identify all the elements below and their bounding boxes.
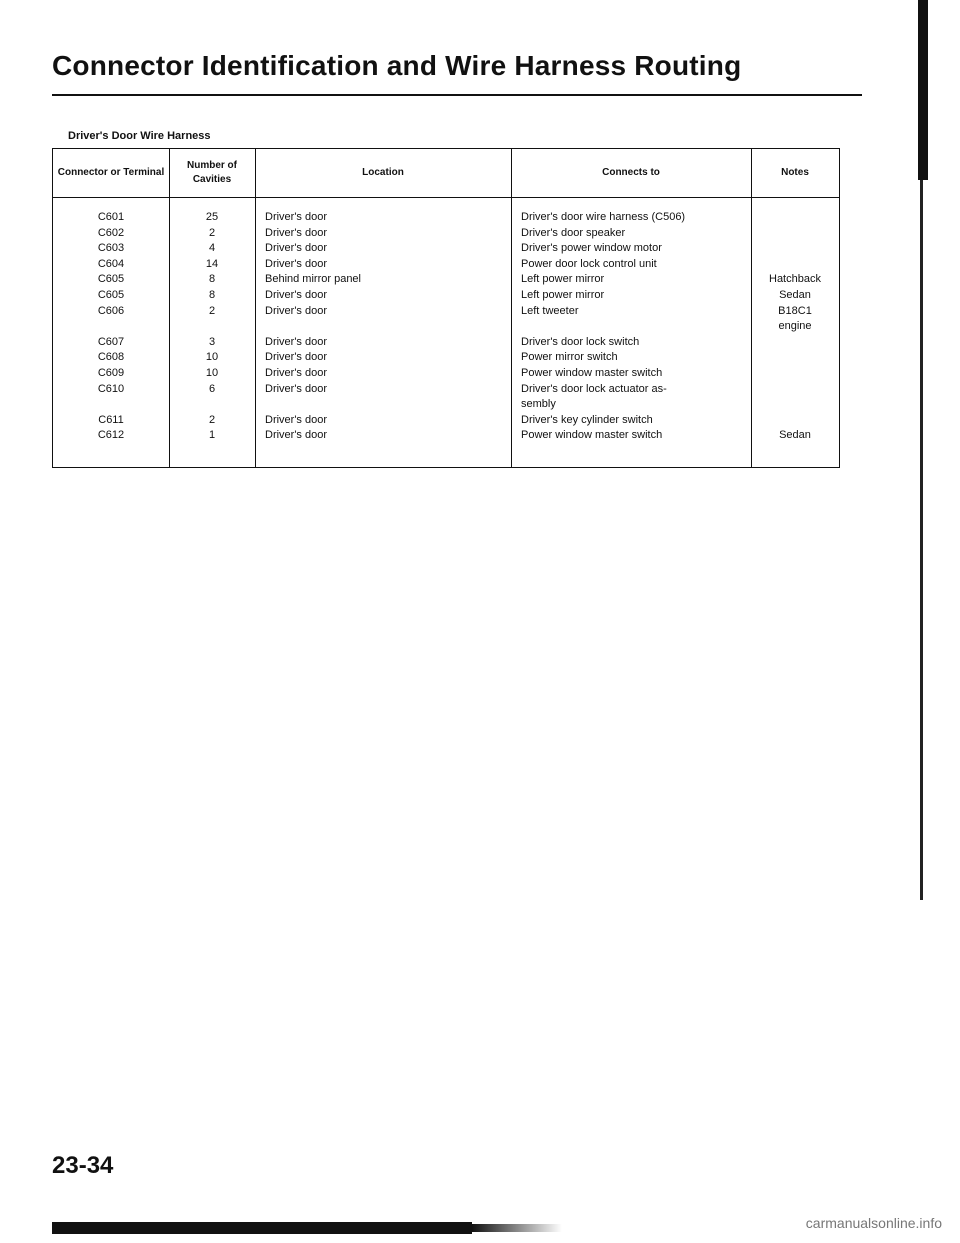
column-connector: [53, 210, 169, 444]
table-cell: Driver's door: [265, 335, 328, 348]
header-notes: Notes: [781, 167, 809, 178]
table-cell: 2: [208, 304, 216, 317]
table-cell: 14: [205, 257, 219, 270]
table-cell: Driver's door: [265, 304, 328, 317]
table-cell: C612: [97, 429, 125, 442]
table-cell: Driver's door lock actuator as-: [521, 382, 667, 395]
header-connects-to: Connects to: [602, 167, 660, 178]
header-location: Location: [362, 167, 404, 178]
table-cell: C607: [97, 335, 125, 348]
table-cell: Driver's door lock switch: [521, 335, 640, 348]
table-cell: [751, 397, 839, 413]
table-cell: Driver's door: [265, 366, 328, 379]
table-cell: 6: [208, 382, 216, 395]
table-cell: C602: [97, 226, 125, 239]
table-cell: 25: [205, 211, 219, 223]
table-cell: Sedan: [779, 429, 811, 442]
table-cell: C606: [97, 304, 125, 317]
watermark: carmanualsonline.info: [805, 1215, 942, 1231]
table-cell: [169, 319, 255, 335]
table-cell: C601: [97, 211, 125, 223]
table-cell: engine: [778, 320, 812, 333]
column-notes: [751, 210, 839, 444]
table-cell: 2: [208, 413, 216, 426]
column-connects-to: [521, 210, 749, 444]
table-cell: sembly: [521, 398, 556, 411]
table-cell: B18C1: [778, 304, 812, 317]
table-cell: C605: [97, 273, 125, 286]
table-cell: [53, 319, 169, 335]
table-cell: [169, 397, 255, 413]
table-cell: C604: [97, 257, 125, 270]
table-cell: [751, 335, 839, 351]
table-cell: [751, 226, 839, 242]
table-header: [53, 149, 839, 198]
table-cell: Left power mirror: [521, 288, 605, 301]
table-cell: Driver's door: [265, 257, 328, 270]
page-number: 23-34: [52, 1152, 114, 1179]
header-connector: Connector or Terminal: [57, 167, 165, 178]
table-cell: Driver's door: [265, 211, 328, 223]
table-cell: Power mirror switch: [521, 351, 618, 364]
table-cell: C609: [97, 366, 125, 379]
table-cell: Driver's door: [265, 413, 328, 426]
column-location: [265, 210, 509, 444]
table-cell: 10: [205, 351, 219, 364]
table-cell: 10: [205, 366, 219, 379]
table-cell: Driver's door speaker: [521, 226, 626, 239]
table-cell: Power window master switch: [521, 429, 663, 442]
table-cell: Driver's door: [265, 429, 328, 442]
table-cell: [751, 413, 839, 429]
table-cell: [265, 319, 509, 335]
table-cell: Driver's key cylinder switch: [521, 413, 653, 426]
table-cell: [751, 350, 839, 366]
table-cell: 2: [208, 226, 216, 239]
table-cell: Driver's door: [265, 226, 328, 239]
table-cell: 1: [208, 429, 216, 442]
table-cell: C605: [97, 288, 125, 301]
table-cell: [751, 210, 839, 226]
title-rule: [52, 94, 862, 96]
right-edge-line: [920, 180, 923, 900]
table-cell: [751, 382, 839, 398]
table-cell: [265, 397, 509, 413]
section-heading: Driver's Door Wire Harness: [68, 130, 211, 142]
bottom-bar: [52, 1222, 472, 1234]
column-cavities: [169, 210, 255, 444]
table-cell: Driver's door: [265, 288, 328, 301]
table-cell: Power door lock control unit: [521, 257, 657, 270]
column-divider: [255, 149, 256, 467]
table-cell: [751, 257, 839, 273]
table-cell: Driver's door: [265, 242, 328, 255]
header-cavities: Number of Cavities: [187, 160, 237, 185]
table-cell: Driver's door: [265, 382, 328, 395]
table-cell: Left tweeter: [521, 304, 579, 317]
table-cell: 4: [208, 242, 216, 255]
table-cell: 8: [208, 273, 216, 286]
table-cell: Driver's power window motor: [521, 242, 662, 255]
table-cell: Driver's door wire harness (C506): [521, 211, 686, 223]
table-cell: C610: [97, 382, 125, 395]
table-cell: C611: [98, 413, 124, 426]
table-cell: [53, 397, 169, 413]
table-cell: Hatchback: [769, 273, 821, 286]
table-cell: C608: [97, 351, 125, 364]
column-divider: [511, 149, 512, 467]
table-cell: [521, 319, 749, 335]
bottom-bar-taper: [472, 1224, 562, 1232]
table-cell: 3: [208, 335, 216, 348]
table-cell: Power window master switch: [521, 366, 663, 379]
table-cell: Sedan: [779, 288, 811, 301]
right-edge-bar: [918, 0, 928, 180]
table-cell: [751, 366, 839, 382]
table-cell: [751, 241, 839, 257]
connector-table: [52, 148, 840, 468]
table-cell: Left power mirror: [521, 273, 605, 286]
table-cell: Driver's door: [265, 351, 328, 364]
table-cell: Behind mirror panel: [265, 273, 361, 286]
page-title: Connector Identification and Wire Harness Routing: [52, 50, 742, 81]
table-cell: 8: [208, 288, 216, 301]
table-cell: C603: [97, 242, 125, 255]
